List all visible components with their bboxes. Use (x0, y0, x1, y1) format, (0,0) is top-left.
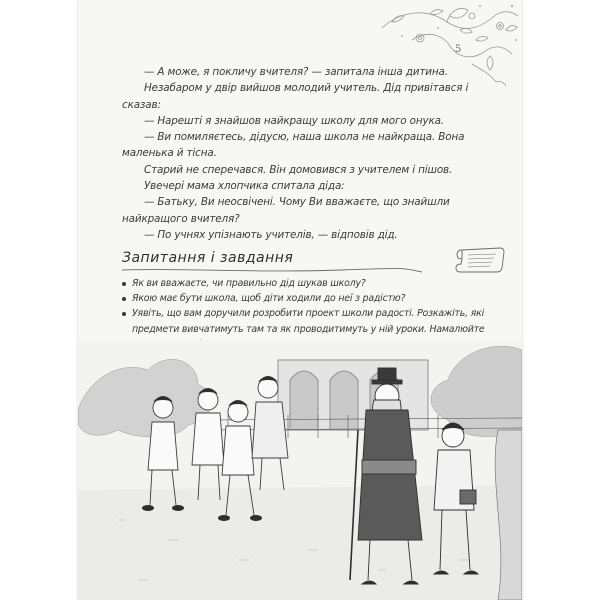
task-text: Уявіть, що вам доручили розробити проект школи радості. Розкажіть, які предмети вивчатимуть там та як проводитимуть у ній уроки. Намалюйте (132, 308, 485, 335)
section-underline (122, 266, 422, 276)
illustration-grandfather-and-schoolchildren (78, 340, 522, 600)
bullet-icon (122, 282, 126, 286)
story-line: — А може, я покличу вчителя? — запитала інша дитина. (144, 66, 448, 78)
bullet-icon (122, 312, 126, 316)
book-page (78, 0, 522, 600)
task-text: Як ви вважаєте, чи правильно дід шукав школу? (132, 278, 366, 289)
story-line: — Батьку, Ви неосвічені. Чому Ви вважаєте, що знайшли найкращого вчителя? (122, 196, 450, 225)
task-item (122, 276, 492, 291)
story-line: — Нарешті я знайшов найкращу школу для мого онука. (144, 114, 444, 127)
story-line: Старий не сперечався. Він домовився з учителем і пішов. (144, 163, 453, 176)
story-line: Незабаром у двір вийшов молодий учитель. Дід привітався і сказав: (122, 82, 469, 111)
paper-scroll-icon (454, 244, 508, 276)
bullet-icon (122, 297, 126, 301)
task-text: Якою має бути школа, щоб діти ходили до неї з радістю? (132, 293, 406, 305)
story-line: — По учнях упізнають учителів, — відповів дід. (144, 228, 398, 241)
section-title: Запитання і завдання (122, 250, 294, 266)
story-text (122, 64, 482, 243)
story-line: Увечері мама хлопчика спитала діда: (144, 180, 345, 193)
task-item (122, 291, 492, 306)
page-number: 5 (454, 44, 462, 55)
story-line: — Ви помиляєтесь, дідусю, наша школа не найкраща. Вона маленька й тісна. (122, 131, 465, 160)
